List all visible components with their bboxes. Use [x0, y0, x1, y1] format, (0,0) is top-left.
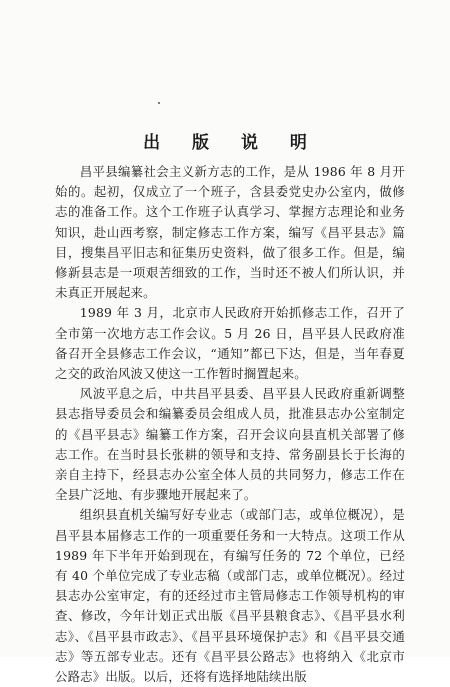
paragraph-4: 组织县直机关编写好专业志（或部门志，或单位概况），是昌平县本届修志工作的一项重要任务和一大特点。这项工作从 1989 年下半年开始到现在，有编写任务的 72 个单位，已经有 40 个单位完成了专业志稿（或部门志，或单位概况）。经过县志办公室审定，有的还经过市主管局修志工作领导机构的审查、修改，今年计划正式出版《昌平县粮食志》、《昌平县水利志》、《昌平县市政志》、《昌平县环境保护志》和《昌平县交通志》等五部专业志。还有《昌平县公路志》也将纳入《北京市公路志》出版。以后，还将有选择地陆续出版 [55, 507, 405, 685]
paragraph-2: 1989 年 3 月，北京市人民政府开始抓修志工作，召开了全市第一次地方志工作会议。5 月 26 日，昌平县人民政府准备召开全县修志工作会议，“通知”都已下达，但是，当年春夏之交的政治风波又使这一工作暂时搁置起来。 [55, 305, 405, 382]
body-text [55, 162, 405, 687]
paragraph-3: 风波平息之后，中共昌平县委、昌平县人民政府重新调整县志指导委员会和编纂委员会组成人员，批准县志办公室制定的《昌平县志》编纂工作方案，召开会议向县直机关部署了修志工作。在当时县长张耕的领导和支持、常务副县长于长海的亲自主持下，经县志办公室全体人员的共同努力，修志工作在全县广泛地、有步骤地开展起来了。 [55, 386, 405, 503]
scan-speck [158, 102, 160, 104]
paragraph-1: 昌平县编纂社会主义新方志的工作，是从 1986 年 8 月开始的。起初，仅成立了一个班子，含县委党史办公室内，做修志的准备工作。这个工作班子认真学习、掌握方志理论和业务知识，赴山西考察，制定修志工作方案，编写《昌平县志》篇目，搜集昌平旧志和征集历史资料，做了很多工作。但是，编修新县志是一项艰苦细致的工作，当时还不被人们所认识，并未真正开展起来。 [55, 164, 405, 301]
page-title: 出 版 说 明 [143, 133, 320, 153]
